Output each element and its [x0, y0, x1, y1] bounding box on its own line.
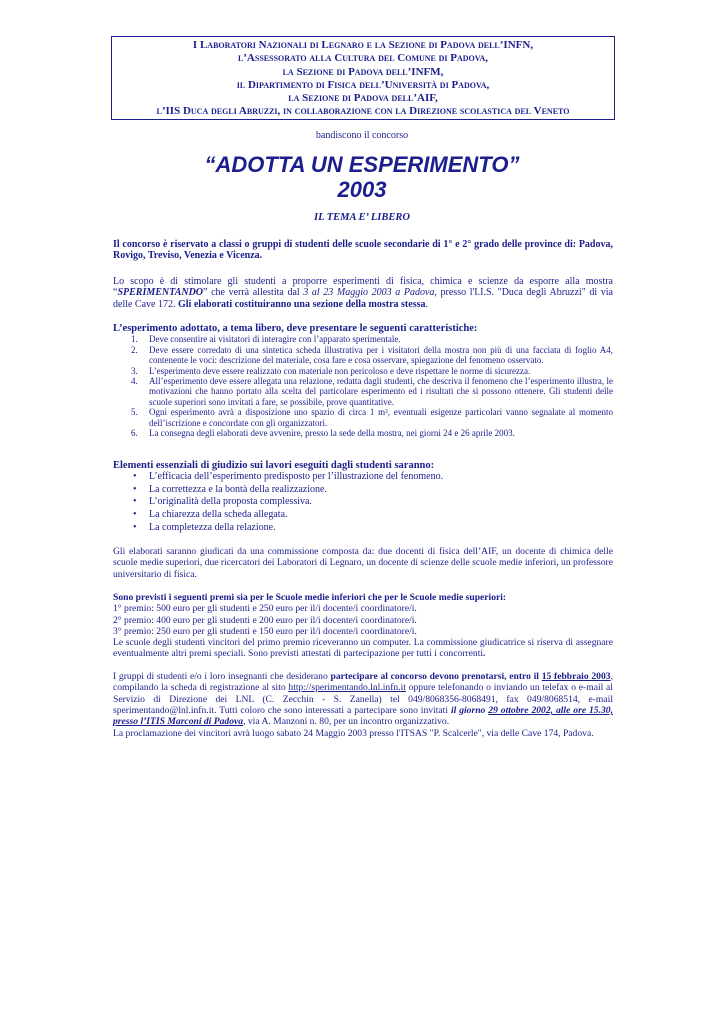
- organizers-header: [111, 36, 615, 120]
- theme-subtitle: IL TEMA E’ LIBERO: [314, 212, 410, 223]
- list-item: • La correttezza e la bontà della realizzazione.: [133, 483, 327, 495]
- organizer-line-2: l’Assessorato alla Cultura del Comune di Padova,: [237, 52, 489, 65]
- purpose-text-2: ” che verrà allestita dal: [203, 287, 304, 299]
- list-item: • L’efficacia dell’esperimento predisposto per l’illustrazione del fenomeno.: [133, 471, 444, 483]
- intro-text: bandiscono il concorso: [315, 130, 409, 141]
- purpose-text-1: Lo scopo è di stimolare gli studenti a proporre esperimenti di fisica, chimica e scienze da esporre alla mostra “: [113, 276, 613, 299]
- organizer-line-4: il Dipartimento di Fisica dell’Università di Padova,: [236, 78, 490, 91]
- eligibility-paragraph: Il concorso è riservato a classi o gruppi di studenti delle scuole secondarie di 1° e 2° grado delle province di: Padova, Rovigo, Treviso, Venezia e Vicenza.: [113, 239, 613, 262]
- purpose-text-3: , presso l'I.I.S. "Duca degli Abruzzi" di via delle Cave 172.: [113, 287, 613, 310]
- criteria-list: [113, 471, 613, 534]
- prize-1: 1° premio: 500 euro per gli studenti e 250 euro per il/i docente/i coordinatore/i.: [113, 603, 417, 615]
- list-item: 5. Ogni esperimento avrà a disposizione uno spazio di circa 1 m², eventuali esigenze particolari vanno segnalate al momento dell’iscrizione e concordate con gli organizzatori.: [131, 407, 613, 428]
- list-item: 3. L’esperimento deve essere realizzato con materiale non pericoloso e deve rispettare le norme di sicurezza.: [131, 365, 531, 376]
- purpose-bold: Gli elaborati costituiranno una sezione della mostra stessa: [177, 298, 426, 310]
- characteristics-title: L’esperimento adottato, a tema libero, deve presentare le seguenti caratteristiche:: [113, 323, 478, 334]
- organizer-line-3: la Sezione di Padova dell’INFM,: [282, 65, 444, 78]
- organizer-line-1: I Laboratori Nazionali di Legnaro e la Sezione di Padova dell’INFN,: [192, 39, 534, 51]
- registration-paragraph: I gruppi di studenti e/o i loro insegnanti che desiderano partecipare al concorso devono prenotarsi, entro il 15 febbraio 2003, compilando la scheda di registrazione al sito http://sperimentando.lnl.infn.it oppure telefonando o inviando un telefax o e-mail al Servizio di Direzione dei LNL (C. Zecchin - S. Zanella) tel 049/8068356-8068491, fax 049/8068514, e-mail sperimentando@lnl.infn.it. Tutti coloro che sono interessati a partecipare sono invitati il giorno 29 ottobre 2002, alle ore 15.30, presso l’ITIS Marconi di Padova, via A. Manzoni n. 80, per un incontro organizzativo.: [113, 671, 613, 728]
- list-item: 2. Deve essere corredato di una sintetica scheda illustrativa per i visitatori della mostra non più di una facciata di foglio A4, contenente le voci: descrizione del materiale, cosa fare e cosa osservare, spiegazione del fenomeno osservato.: [131, 344, 613, 366]
- characteristics-section: [113, 323, 613, 438]
- organizer-line-5: la Sezione di Padova dell’AIF,: [288, 92, 438, 105]
- registration-deadline: 15 febbraio 2003: [541, 671, 611, 682]
- contest-year: 2003: [337, 177, 387, 202]
- list-item: 6. La consegna degli elaborati deve avvenire, presso la sede della mostra, nei giorni 24 e 26 aprile 2003.: [131, 427, 515, 438]
- meeting-date: 29 ottobre 2002, alle ore 15.30, presso l’ITIS Marconi di Padova: [113, 704, 613, 728]
- website-link[interactable]: http://sperimentando.lnl.infn.it: [288, 682, 406, 694]
- exhibition-dates: 3 al 23 Maggio 2003 a Padova: [303, 287, 435, 299]
- contest-title: “ADOTTA UN ESPERIMENTO”: [204, 152, 520, 177]
- closing-paragraph: La proclamazione dei vincitori avrà luogo sabato 24 Maggio 2003 presso l'ITSAS "P. Scalcerle", via delle Cave 174, Padova.: [113, 728, 594, 739]
- purpose-end: .: [425, 298, 428, 310]
- prize-3: 3° premio: 250 euro per gli studenti e 150 euro per il/i docente/i coordinatore/i.: [113, 625, 417, 637]
- criteria-section: [113, 460, 613, 534]
- prizes-title: Sono previsti i seguenti premi sia per le Scuole medie inferiori che per le Scuole medie superiori:: [113, 592, 507, 603]
- prize-2: 2° premio: 400 euro per gli studenti e 200 euro per il/i docente/i coordinatore/i.: [113, 614, 417, 626]
- purpose-paragraph: [113, 276, 613, 310]
- list-item: 4. All’esperimento deve essere allegata una relazione, redatta dagli studenti, che descriva il fenomeno che l’esperimento illustra, le motivazioni che hanno portato alla scelta del particolare esperimento ed i risultati che si possono ottenere. Gli studenti delle scuole superiori sono invitati a fare, se possibile, prove quantitative.: [131, 375, 613, 407]
- prizes-section: [113, 592, 613, 660]
- list-item: • La completezza della relazione.: [133, 521, 276, 533]
- organizer-line-6: l’IIS Duca degli Abruzzi, in collaborazione con la Direzione scolastica del Veneto: [156, 105, 570, 118]
- criteria-title: Elementi essenziali di giudizio sui lavori eseguiti dagli studenti saranno:: [113, 460, 435, 471]
- commission-paragraph: Gli elaborati saranno giudicati da una commissione composta da: due docenti di fisica dell’AIF, un docente di chimica delle scuole medie superiori, due ricercatori dei Laboratori di Legnaro, un docente di scienze delle scuole medie inferiori, un professore universitario di fisica.: [113, 546, 614, 580]
- characteristics-list: [113, 334, 613, 438]
- list-item: 1. Deve consentire ai visitatori di interagire con l’apparato sperimentale.: [131, 334, 401, 345]
- prizes-note: Le scuole degli studenti vincitori del primo premio riceveranno un computer. La commissione giudicatrice si riserva di assegnare eventualmente altri premi speciali. Sono previsti attestati di partecipazione per tutti i concorrenti.: [113, 637, 613, 660]
- list-item: • L’originalità della proposta complessiva.: [133, 496, 312, 508]
- list-item: • La chiarezza della scheda allegata.: [133, 509, 288, 521]
- exhibition-name: SPERIMENTANDO: [117, 287, 204, 299]
